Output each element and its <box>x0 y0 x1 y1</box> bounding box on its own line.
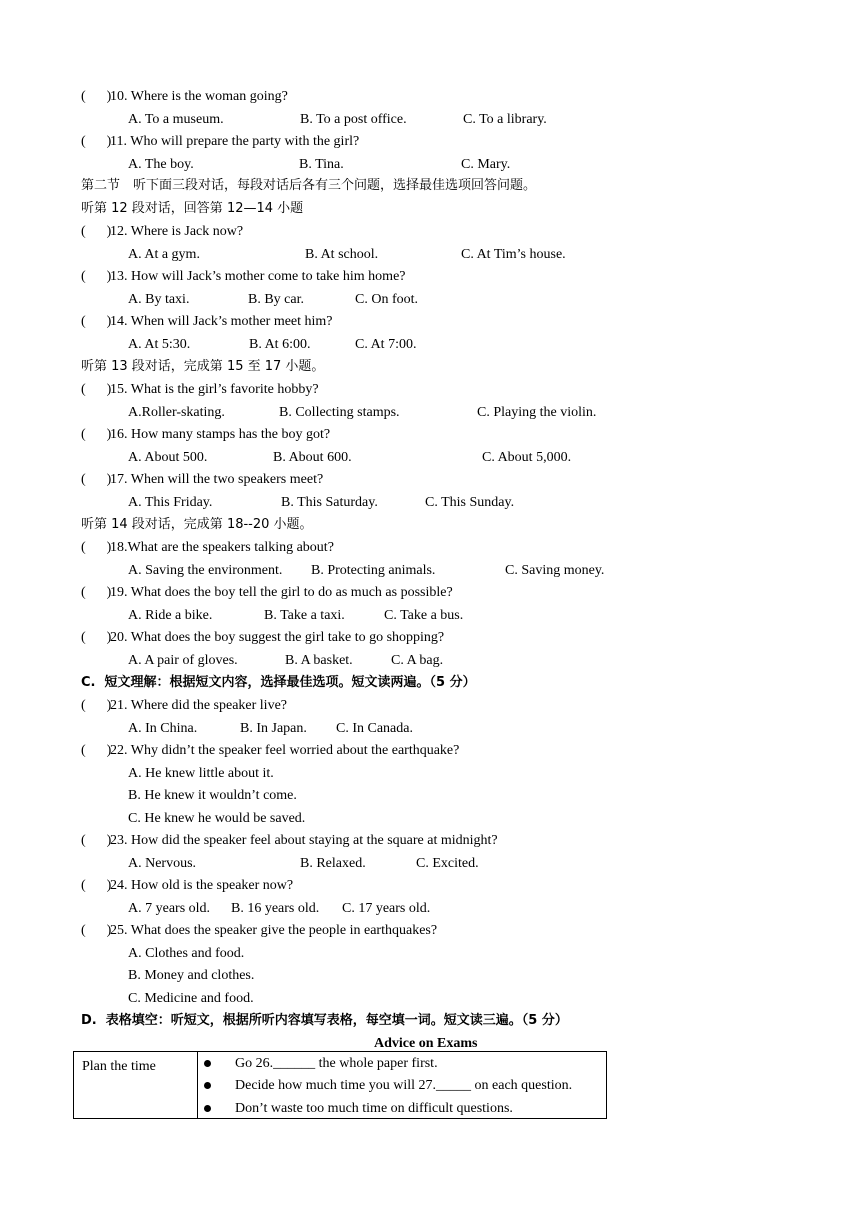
bullet-text-waste: Don’t waste too much time on difficult questions. <box>235 1101 513 1116</box>
q14-option-c: C. At 7:00. <box>355 337 417 352</box>
bullet-icon <box>204 1105 211 1112</box>
part-c-heading: C. 短文理解：根据短文内容，选择最佳选项。短文读两遍。（5 分） <box>81 675 476 690</box>
question-23: 23. How did the speaker feel about staying at the square at midnight? <box>110 833 498 848</box>
question-22: 22. Why didn’t the speaker feel worried about the earthquake? <box>110 743 460 758</box>
answer-blank-11[interactable]: ( ) <box>81 134 112 149</box>
q12-option-c: C. At Tim’s house. <box>461 247 566 262</box>
question-10: 10. Where is the woman going? <box>110 89 288 104</box>
q16-option-c: C. About 5,000. <box>482 450 572 465</box>
q22-option-b: B. He knew it wouldn’t come. <box>128 788 297 803</box>
q17-option-a: A. This Friday. <box>128 495 213 510</box>
answer-blank-21[interactable]: ( ) <box>81 698 112 713</box>
q19-option-b: B. Take a taxi. <box>264 608 345 623</box>
q10-option-b: B. To a post office. <box>300 112 407 127</box>
answer-blank-20[interactable]: ( ) <box>81 630 112 645</box>
answer-blank-16[interactable]: ( ) <box>81 427 112 442</box>
q10-option-a: A. To a museum. <box>128 112 224 127</box>
dialog-14-heading: 听第 14 段对话，完成第 18--20 小题。 <box>81 517 313 532</box>
q13-option-c: C. On foot. <box>355 292 418 307</box>
question-11: 11. Who will prepare the party with the girl? <box>110 134 360 149</box>
q11-option-c: C. Mary. <box>461 157 511 172</box>
q20-option-a: A. A pair of gloves. <box>128 653 238 668</box>
q15-option-b: B. Collecting stamps. <box>279 405 400 420</box>
question-14: 14. When will Jack’s mother meet him? <box>110 314 333 329</box>
q25-option-c: C. Medicine and food. <box>128 991 254 1006</box>
answer-blank-14[interactable]: ( ) <box>81 314 112 329</box>
q19-option-c: C. Take a bus. <box>384 608 464 623</box>
q23-option-c: C. Excited. <box>416 856 479 871</box>
q11-option-a: A. The boy. <box>128 157 194 172</box>
q24-option-a: A. 7 years old. <box>128 901 211 916</box>
q24-option-b: B. 16 years old. <box>231 901 320 916</box>
bullet-text-27[interactable]: Decide how much time you will 27._____ on each question. <box>235 1078 573 1093</box>
q18-option-a: A. Saving the environment. <box>128 563 283 578</box>
q20-option-c: C. A bag. <box>391 653 444 668</box>
table-row-label: Plan the time <box>82 1059 156 1074</box>
dialog-13-heading: 听第 13 段对话，完成第 15 至 17 小题。 <box>81 359 325 374</box>
table-bullet-item <box>204 1077 573 1094</box>
q15-option-a: A.Roller-skating. <box>128 405 225 420</box>
table-bullet-item <box>204 1100 513 1117</box>
q23-option-b: B. Relaxed. <box>300 856 366 871</box>
answer-blank-18[interactable]: ( ) <box>81 540 112 555</box>
table-row-label-cell <box>74 1052 198 1118</box>
q16-option-a: A. About 500. <box>128 450 208 465</box>
answer-blank-10[interactable]: ( ) <box>81 89 112 104</box>
table-bullet-item <box>204 1055 438 1072</box>
answer-blank-24[interactable]: ( ) <box>81 878 112 893</box>
q24-option-c: C. 17 years old. <box>342 901 431 916</box>
q21-option-b: B. In Japan. <box>240 721 307 736</box>
q13-option-b: B. By car. <box>248 292 304 307</box>
q19-option-a: A. Ride a bike. <box>128 608 213 623</box>
q18-option-c: C. Saving money. <box>505 563 605 578</box>
part-d-heading: D. 表格填空：听短文，根据所听内容填写表格，每空填一词。短文读三遍。（5 分） <box>81 1013 568 1028</box>
table-title: Advice on Exams <box>374 1036 478 1051</box>
dialog-12-heading: 听第 12 段对话，回答第 12—14 小题 <box>81 201 304 216</box>
question-15: 15. What is the girl’s favorite hobby? <box>110 382 319 397</box>
q13-option-a: A. By taxi. <box>128 292 190 307</box>
q15-option-c: C. Playing the violin. <box>477 405 597 420</box>
question-19: 19. What does the boy tell the girl to do as much as possible? <box>110 585 453 600</box>
question-13: 13. How will Jack’s mother come to take him home? <box>110 269 406 284</box>
q21-option-c: C. In Canada. <box>336 721 413 736</box>
question-21: 21. Where did the speaker live? <box>110 698 288 713</box>
question-18: 18.What are the speakers talking about? <box>110 540 334 555</box>
q21-option-a: A. In China. <box>128 721 198 736</box>
q10-option-c: C. To a library. <box>463 112 547 127</box>
answer-blank-19[interactable]: ( ) <box>81 585 112 600</box>
answer-blank-17[interactable]: ( ) <box>81 472 112 487</box>
question-16: 16. How many stamps has the boy got? <box>110 427 331 442</box>
q14-option-b: B. At 6:00. <box>249 337 311 352</box>
answer-blank-13[interactable]: ( ) <box>81 269 112 284</box>
bullet-icon <box>204 1060 211 1067</box>
answer-blank-12[interactable]: ( ) <box>81 224 112 239</box>
q16-option-b: B. About 600. <box>273 450 352 465</box>
answer-blank-25[interactable]: ( ) <box>81 923 112 938</box>
advice-table <box>73 1051 607 1119</box>
q17-option-b: B. This Saturday. <box>281 495 378 510</box>
q17-option-c: C. This Sunday. <box>425 495 515 510</box>
q23-option-a: A. Nervous. <box>128 856 197 871</box>
question-12: 12. Where is Jack now? <box>110 224 244 239</box>
q25-option-a: A. Clothes and food. <box>128 946 245 961</box>
q22-option-c: C. He knew he would be saved. <box>128 811 306 826</box>
question-17: 17. When will the two speakers meet? <box>110 472 324 487</box>
bullet-icon <box>204 1082 211 1089</box>
q14-option-a: A. At 5:30. <box>128 337 191 352</box>
question-24: 24. How old is the speaker now? <box>110 878 294 893</box>
bullet-text-26[interactable]: Go 26.______ the whole paper first. <box>235 1056 438 1071</box>
section-2-heading: 第二节 听下面三段对话，每段对话后各有三个问题，选择最佳选项回答问题。 <box>81 178 537 193</box>
answer-blank-15[interactable]: ( ) <box>81 382 112 397</box>
q12-option-a: A. At a gym. <box>128 247 200 262</box>
q12-option-b: B. At school. <box>305 247 379 262</box>
answer-blank-23[interactable]: ( ) <box>81 833 112 848</box>
q25-option-b: B. Money and clothes. <box>128 968 255 983</box>
q18-option-b: B. Protecting animals. <box>311 563 436 578</box>
q22-option-a: A. He knew little about it. <box>128 766 274 781</box>
answer-blank-22[interactable]: ( ) <box>81 743 112 758</box>
q20-option-b: B. A basket. <box>285 653 353 668</box>
question-20: 20. What does the boy suggest the girl take to go shopping? <box>110 630 445 645</box>
q11-option-b: B. Tina. <box>299 157 344 172</box>
question-25: 25. What does the speaker give the people in earthquakes? <box>110 923 438 938</box>
